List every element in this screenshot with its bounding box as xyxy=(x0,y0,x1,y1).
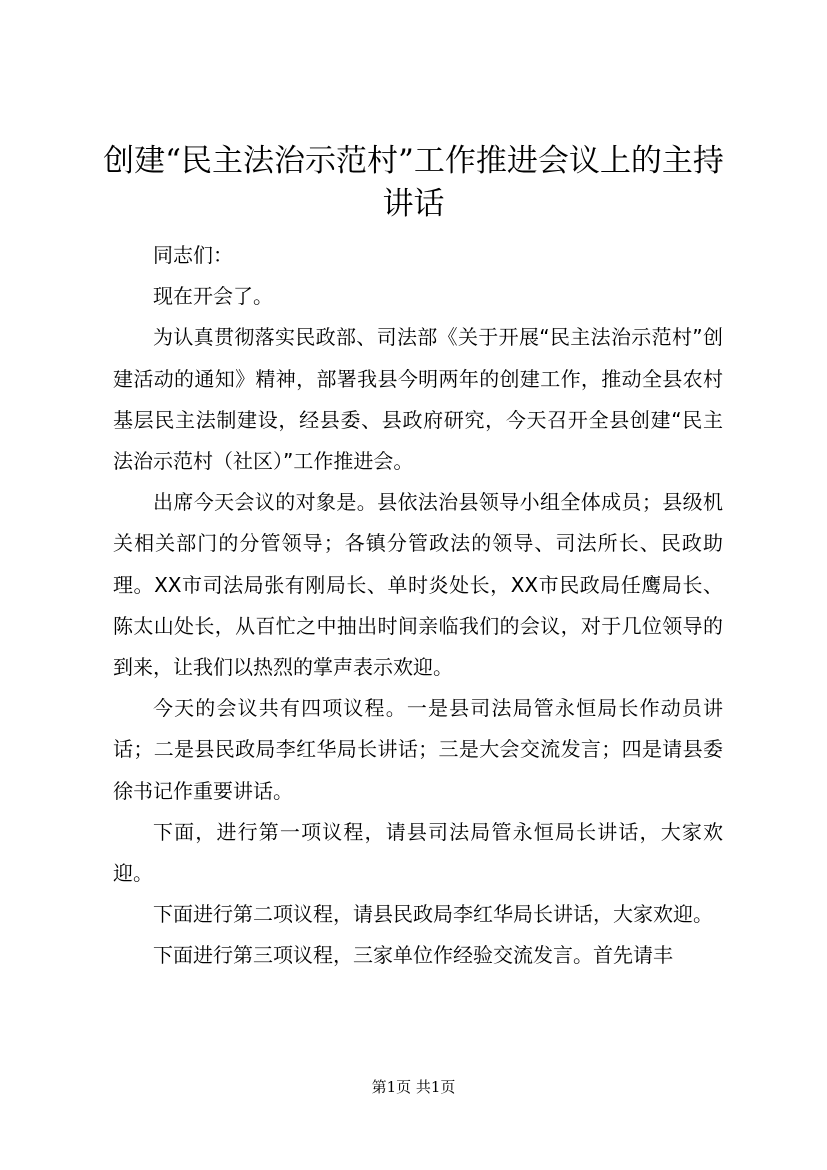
page-number-footer: 第1页 共1页 xyxy=(371,1078,456,1096)
paragraph-item-one: 下面，进行第一项议程，请县司法局管永恒局长讲话，大家欢迎。 xyxy=(113,819,723,886)
paragraph-attendees: 出席今天会议的对象是。县依法治县领导小组全体成员；县级机关相关部门的分管领导；各镇分管政法的领导、司法所长、民政助理。XX市司法局张有刚局长、单时炎处长，XX市民政局任鹰局长、陈太山处长，从百忙之中抽出时间亲临我们的会议，对于几位领导的到来，让我们以热烈的掌声表示欢迎。 xyxy=(113,490,723,680)
paragraph-item-three: 下面进行第三项议程，三家单位作经验交流发言。首先请丰 xyxy=(153,943,673,968)
paragraph-item-two: 下面进行第二项议程，请县民政局李红华局长讲话，大家欢迎。 xyxy=(153,902,713,927)
document-title: 创建“民主法治示范村”工作推进会议上的主持讲话 xyxy=(103,143,724,222)
paragraph-agenda: 今天的会议共有四项议程。一是县司法局管永恒局长作动员讲话；二是县民政局李红华局长讲话；三是大会交流发言；四是请县委徐书记作重要讲话。 xyxy=(113,696,723,803)
paragraph-opening: 现在开会了。 xyxy=(153,284,273,309)
paragraph-salutation: 同志们： xyxy=(153,243,233,267)
document-body xyxy=(113,235,723,977)
paragraph-purpose: 为认真贯彻落实民政部、司法部《关于开展“民主法治示范村”创建活动的通知》精神，部署我县今明两年的创建工作，推动全县农村基层民主法制建设，经县委、县政府研究，今天召开全县创建“民主法治示范村（社区）”工作推进会。 xyxy=(113,325,723,474)
